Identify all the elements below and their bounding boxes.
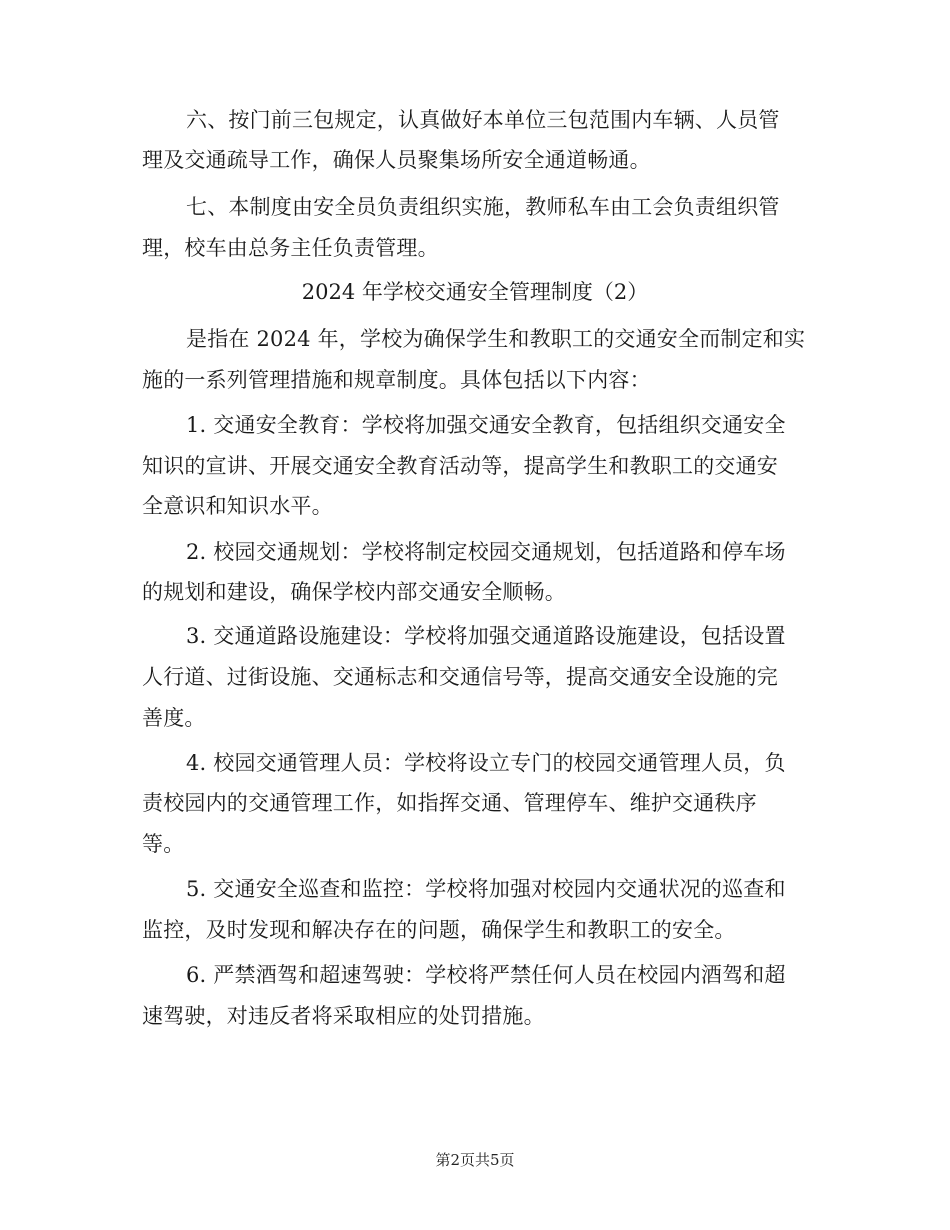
list-item-line: 5. 交通安全巡查和监控：学校将加强对校园内交通状况的巡查和 [186,877,786,901]
list-item-line: 6. 严禁酒驾和超速驾驶：学校将严禁任何人员在校园内酒驾和超 [186,963,786,987]
paragraph-line: 理及交通疏导工作，确保人员聚集场所安全通道畅通。 [142,148,651,172]
page-number-footer: 第2页共5页 [435,1151,515,1169]
paragraph-line: 施的一系列管理措施和规章制度。具体包括以下内容： [142,368,651,392]
list-item-line: 等。 [142,832,185,856]
list-item-line: 4. 校园交通管理人员：学校将设立专门的校园交通管理人员，负 [186,751,786,775]
list-item-line: 速驾驶，对违反者将采取相应的处罚措施。 [142,1004,545,1028]
paragraph-line: 是指在 2024 年，学校为确保学生和教职工的交通安全而制定和实 [186,327,806,351]
list-item-line: 人行道、过街设施、交通标志和交通信号等，提高交通安全设施的完 [142,665,778,689]
section-title: 2024 年学校交通安全管理制度（2） [301,280,649,304]
list-item-line: 2. 校园交通规划：学校将制定校园交通规划，包括道路和停车场 [186,540,786,564]
list-item-line: 3. 交通道路设施建设：学校将加强交通道路设施建设，包括设置 [186,624,786,648]
list-item-line: 知识的宣讲、开展交通安全教育活动等，提高学生和教职工的交通安 [142,454,778,478]
list-item-line: 1. 交通安全教育：学校将加强交通安全教育，包括组织交通安全 [186,413,786,437]
list-item-line: 责校园内的交通管理工作，如指挥交通、管理停车、维护交通秩序 [142,791,757,815]
list-item-line: 全意识和知识水平。 [142,494,333,518]
list-item-line: 的规划和建设，确保学校内部交通安全顺畅。 [142,580,566,604]
paragraph-line: 六、按门前三包规定，认真做好本单位三包范围内车辆、人员管 [186,108,780,132]
paragraph-line: 七、本制度由安全员负责组织实施，教师私车由工会负责组织管 [186,195,780,219]
list-item-line: 监控，及时发现和解决存在的问题，确保学生和教职工的安全。 [142,918,736,942]
paragraph-line: 理，校车由总务主任负责管理。 [142,236,439,260]
list-item-line: 善度。 [142,706,206,730]
